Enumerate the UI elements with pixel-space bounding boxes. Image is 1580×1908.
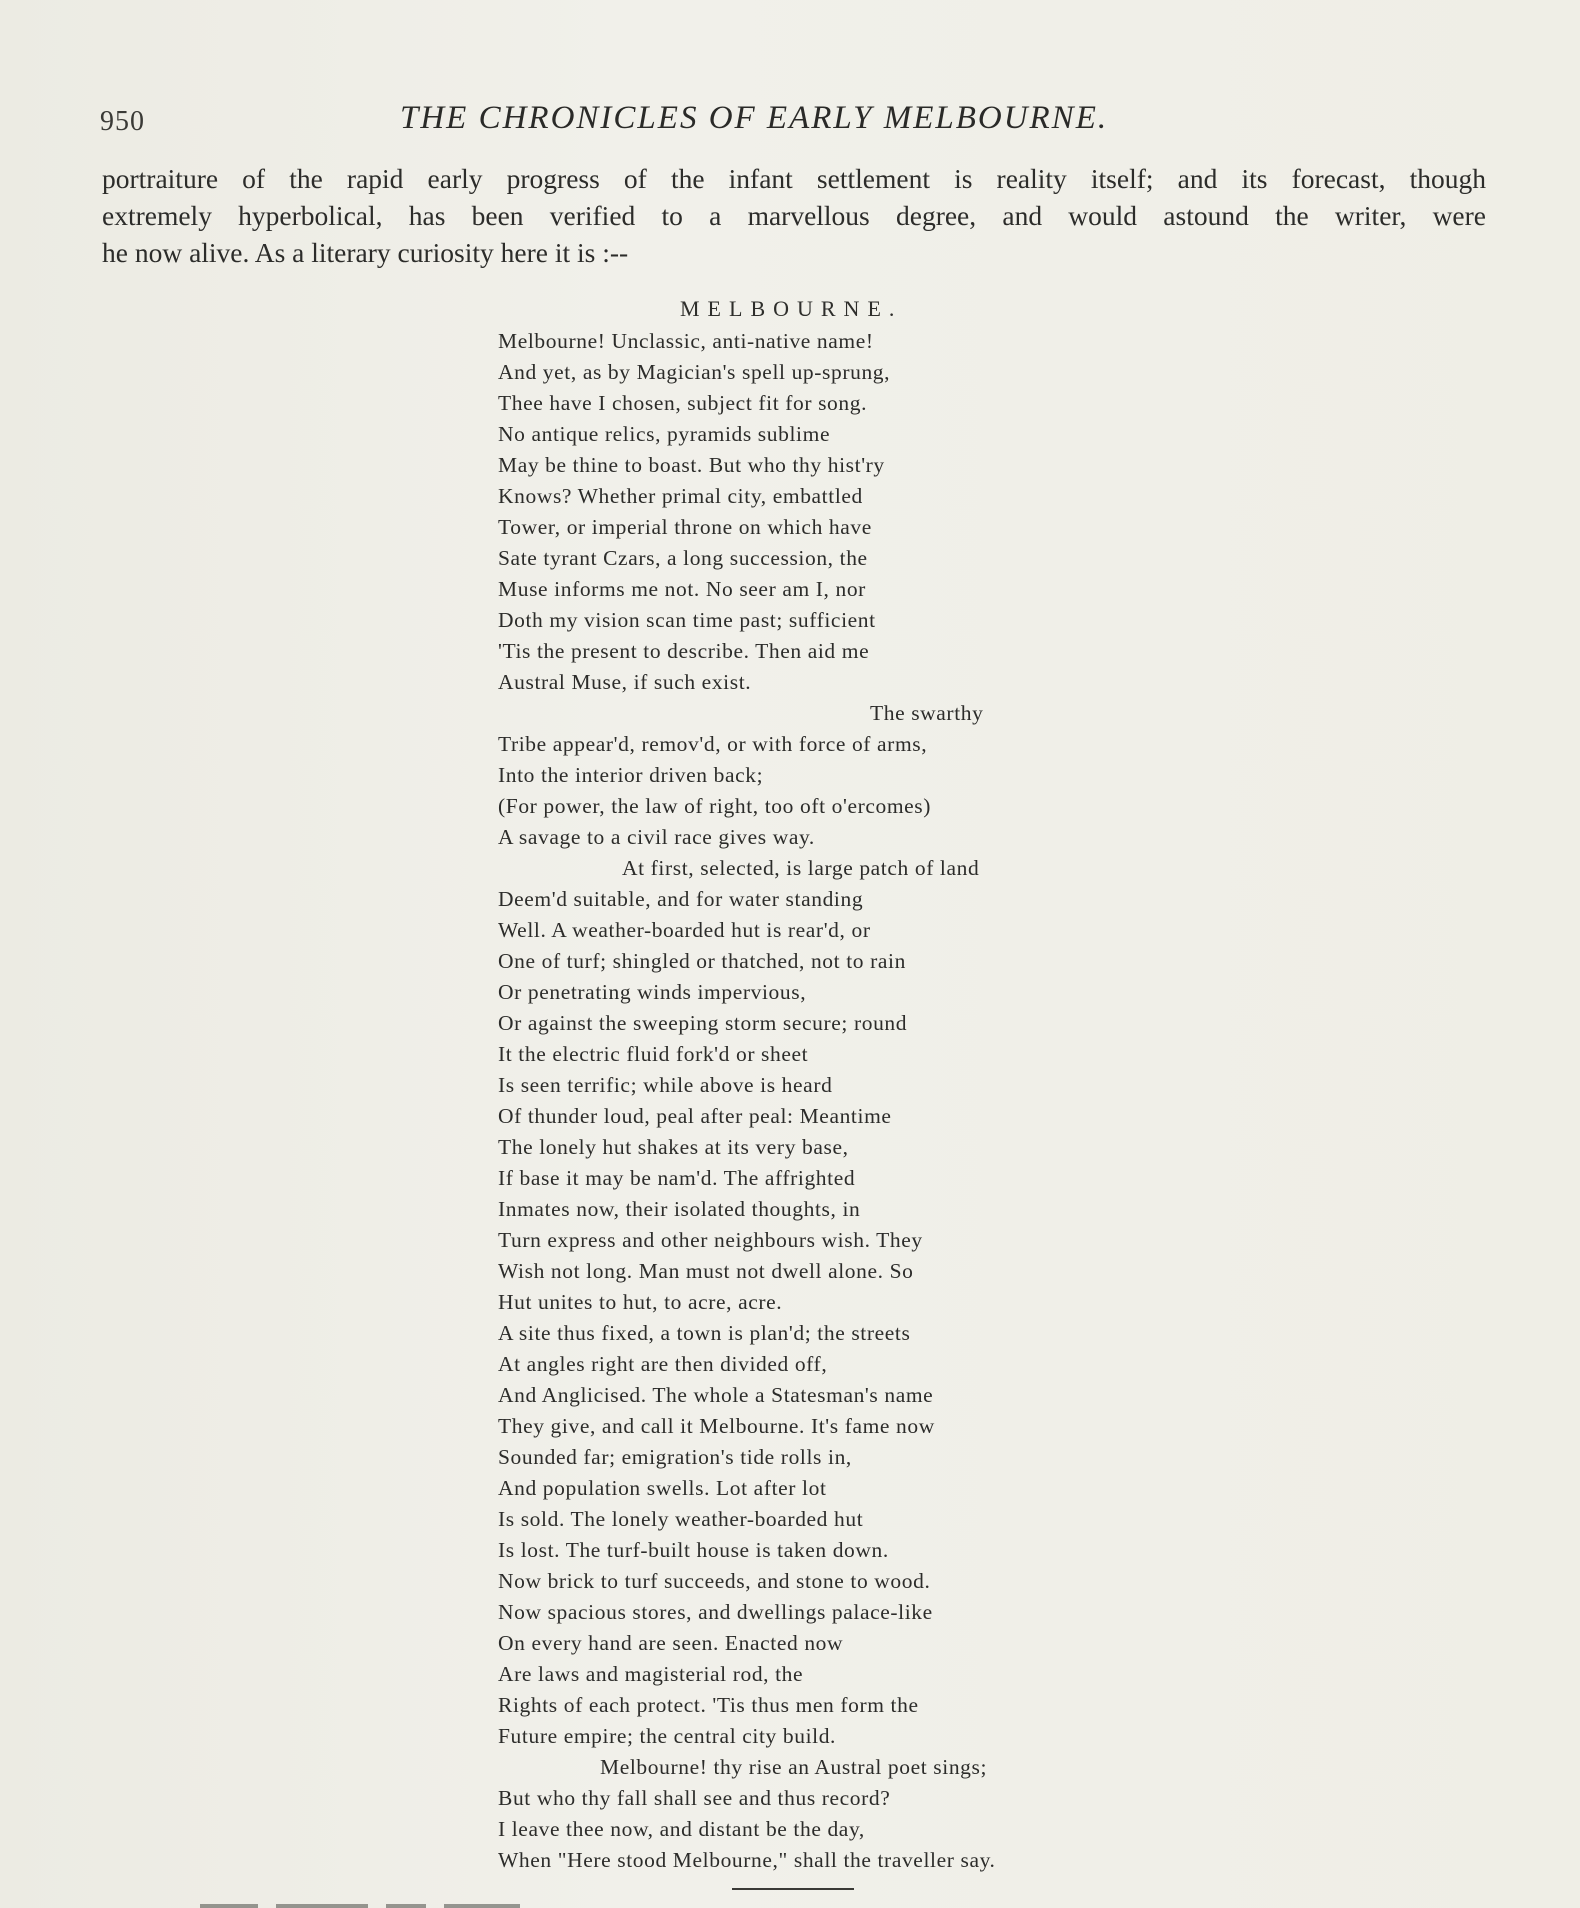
poem-line: Melbourne! thy rise an Austral poet sings; <box>600 1755 988 1779</box>
poem-line: Of thunder loud, peal after peal: Meantime <box>498 1104 892 1128</box>
poem-line: Knows? Whether primal city, embattled <box>498 484 863 508</box>
poem-line: (For power, the law of right, too oft o'ercomes) <box>498 794 932 818</box>
poem-line: Doth my vision scan time past; sufficient <box>498 608 876 632</box>
intro-line: extremely hyperbolical, has been verified to a marvellous degree, and would astound the writer, were <box>102 200 1486 231</box>
poem-line: And population swells. Lot after lot <box>498 1476 827 1500</box>
poem-line: Deem'd suitable, and for water standing <box>498 887 864 911</box>
poem-line: But who thy fall shall see and thus record? <box>498 1786 891 1810</box>
intro-line: he now alive. As a literary curiosity here it is :-- <box>102 237 629 268</box>
poem-line: Is lost. The turf-built house is taken down. <box>498 1538 889 1562</box>
poem-line: Future empire; the central city build. <box>498 1724 837 1748</box>
poem-line: And Anglicised. The whole a Statesman's name <box>498 1383 934 1407</box>
poem-line: When "Here stood Melbourne," shall the traveller say. <box>498 1848 996 1872</box>
poem-line: 'Tis the present to describe. Then aid me <box>498 639 870 663</box>
poem-line: Tribe appear'd, remov'd, or with force of arms, <box>498 732 928 756</box>
poem-line: The swarthy <box>870 701 984 725</box>
running-head: THE CHRONICLES OF EARLY MELBOURNE. <box>400 100 1109 136</box>
poem-line: Is sold. The lonely weather-boarded hut <box>498 1507 864 1531</box>
poem-line: Inmates now, their isolated thoughts, in <box>498 1197 861 1221</box>
poem-line: No antique relics, pyramids sublime <box>498 422 831 446</box>
poem-line: Now spacious stores, and dwellings palace-like <box>498 1600 933 1624</box>
poem-line: Austral Muse, if such exist. <box>498 670 752 694</box>
poem-line: One of turf; shingled or thatched, not to rain <box>498 949 906 973</box>
section-divider <box>732 1888 854 1890</box>
poem-line: I leave thee now, and distant be the day, <box>498 1817 865 1841</box>
poem-line: It the electric fluid fork'd or sheet <box>498 1042 809 1066</box>
poem-line: Sate tyrant Czars, a long succession, the <box>498 546 868 570</box>
poem-body <box>498 326 1158 1876</box>
cutoff-text-fragment <box>200 1896 640 1908</box>
poem-line: On every hand are seen. Enacted now <box>498 1631 844 1655</box>
intro-paragraph <box>102 160 1486 271</box>
poem-line: Muse informs me not. No seer am I, nor <box>498 577 866 601</box>
poem-line: At angles right are then divided off, <box>498 1352 828 1376</box>
poem-line: Tower, or imperial throne on which have <box>498 515 872 539</box>
poem-line: Turn express and other neighbours wish. They <box>498 1228 923 1252</box>
poem-line: Into the interior driven back; <box>498 763 764 787</box>
poem-line: Sounded far; emigration's tide rolls in, <box>498 1445 852 1469</box>
poem-line: The lonely hut shakes at its very base, <box>498 1135 849 1159</box>
poem-line: At first, selected, is large patch of land <box>622 856 980 880</box>
poem-line: Melbourne! Unclassic, anti-native name! <box>498 329 874 353</box>
poem-line: Well. A weather-boarded hut is rear'd, or <box>498 918 871 942</box>
poem-line: Or penetrating winds impervious, <box>498 980 807 1004</box>
poem-title: MELBOURNE. <box>680 296 903 321</box>
poem-line: If base it may be nam'd. The affrighted <box>498 1166 856 1190</box>
poem-line: Rights of each protect. 'Tis thus men form the <box>498 1693 919 1717</box>
poem-line: Thee have I chosen, subject fit for song. <box>498 391 868 415</box>
poem-line: May be thine to boast. But who thy hist'ry <box>498 453 885 477</box>
poem-line: Or against the sweeping storm secure; round <box>498 1011 908 1035</box>
page-number: 950 <box>100 106 145 137</box>
poem-line: A site thus fixed, a town is plan'd; the streets <box>498 1321 911 1345</box>
poem-line: And yet, as by Magician's spell up-sprung, <box>498 360 891 384</box>
poem-line: They give, and call it Melbourne. It's fame now <box>498 1414 935 1438</box>
poem-line: Hut unites to hut, to acre, acre. <box>498 1290 783 1314</box>
poem-line: Is seen terrific; while above is heard <box>498 1073 833 1097</box>
poem-line: Now brick to turf succeeds, and stone to wood. <box>498 1569 931 1593</box>
intro-line: portraiture of the rapid early progress of the infant settlement is reality itself; and its forecast, though <box>102 163 1486 194</box>
poem-line: Wish not long. Man must not dwell alone. So <box>498 1259 914 1283</box>
poem-line: A savage to a civil race gives way. <box>498 825 815 849</box>
poem-line: Are laws and magisterial rod, the <box>498 1662 804 1686</box>
